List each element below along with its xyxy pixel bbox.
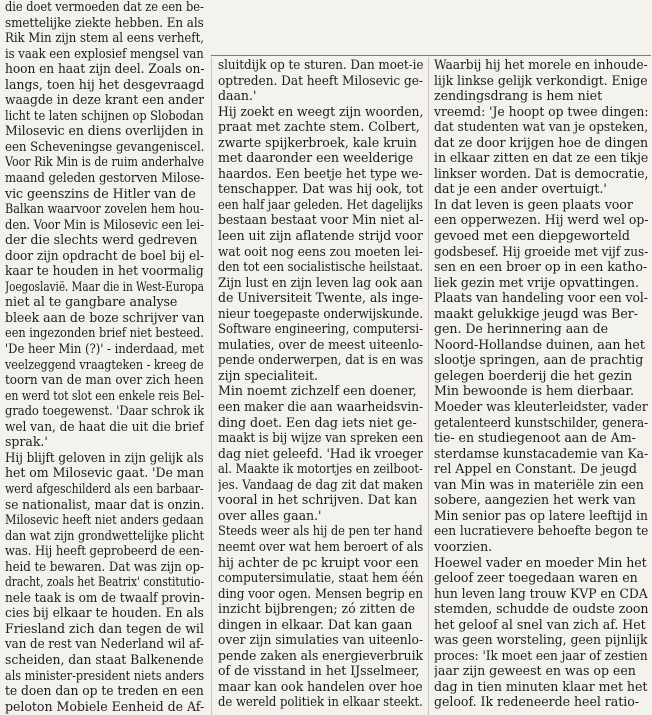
- text-line: der die slechts werd gedreven: [5, 232, 198, 248]
- text-line: In dat leven is geen plaats voor: [434, 196, 633, 212]
- text-line: gevoed met een diepgeworteld: [434, 228, 630, 244]
- text-line: veelzeggend vraagteken - kreeg de: [5, 356, 204, 372]
- text-line: se nationalist, maar dat is onzin.: [5, 496, 204, 512]
- text-line: die doet vermoeden dat ze een be-: [5, 0, 204, 14]
- text-line: Plaats van handeling voor een vol-: [434, 290, 648, 306]
- text-line: gen. De herinnering aan de: [434, 321, 609, 337]
- article-column-1: [5, 0, 204, 715]
- text-line: dag in tien minuten klaar met het: [434, 678, 648, 694]
- text-line: leen uit zijn aflatende strijd voor: [218, 228, 423, 244]
- text-line: den. Voor Min is Milosevic een lei-: [5, 216, 204, 232]
- text-line: rel Appel en Constant. De jeugd: [434, 461, 637, 477]
- text-line: jaar zijn geweest en was op een: [434, 663, 636, 679]
- text-line: Joegoslavië. Maar die in West-Europa: [5, 278, 204, 294]
- text-line: Moeder was kleuterleidster, vader: [434, 399, 648, 415]
- text-line: waagde in deze krant een ander: [5, 92, 204, 108]
- text-line: Noord-Hollandse duinen, aan het: [434, 336, 645, 352]
- text-line: toorn van de man over zich heen: [5, 372, 204, 388]
- text-line: licht te laten schijnen op Slobodan: [5, 107, 204, 123]
- text-line: vreemd: 'Je hoopt op twee dingen:: [434, 103, 648, 119]
- text-line: cies bij elkaar te houden. En als: [5, 605, 204, 621]
- text-line: haardos. Een beetje het type we-: [218, 165, 423, 181]
- text-line: een lucratievere behoefte begon te: [434, 523, 648, 539]
- article-column-2: [218, 57, 423, 715]
- text-line: een ingezonden brief niet besteed.: [5, 325, 204, 341]
- text-line: Zijn lust en zijn leven lag ook aan: [218, 274, 423, 290]
- text-line: door zijn opdracht de boel bij el-: [5, 247, 204, 263]
- text-line: langs, toen hij het desgevraagd: [5, 76, 204, 92]
- text-line: Software engineering, computersi-: [218, 321, 423, 337]
- text-line: Rik Min zijn stem al eens verheft,: [5, 30, 204, 46]
- text-line: dag niet geleefd. 'Had ik vroeger: [218, 445, 423, 461]
- text-line: over zijn simulaties van uiteenlo-: [218, 632, 423, 648]
- text-line: neemt over wat hem beroert of als: [218, 538, 423, 554]
- text-line: is vaak een explosief mengsel van: [5, 45, 204, 61]
- text-line: bestaan bestaat voor Min niet al-: [218, 212, 423, 228]
- text-line: Milosevic heeft niet anders gedaan: [5, 512, 204, 528]
- column-divider: [211, 57, 212, 715]
- text-line: over alles gaan.': [218, 507, 322, 523]
- text-line: een opperwezen. Hij werd wel op-: [434, 212, 648, 228]
- text-line: hij achter de pc kruipt voor een: [218, 554, 419, 570]
- text-line: een half jaar geleden. Het dagelijks: [218, 196, 423, 212]
- text-line: Waarbij hij het morele en inhoude-: [434, 57, 648, 72]
- text-line: peloton Mobiele Eenheid de Af-: [5, 698, 204, 714]
- text-line: Hij zoekt en weegt zijn woorden,: [218, 103, 423, 119]
- text-line: was geen worsteling, geen pijnlijk: [434, 632, 648, 648]
- text-line: godsbesef. Hij groeide met vijf zus-: [434, 243, 648, 259]
- text-line: grado toegewenst. 'Daar schrok ik: [5, 403, 204, 419]
- text-line: daan.': [218, 88, 257, 104]
- text-line: dracht, zoals het Beatrix' constitutio-: [5, 574, 204, 590]
- text-line: maar kan ook handelen over hoe: [218, 678, 423, 694]
- text-line: stemden, schudde de oudste zoon: [434, 601, 648, 617]
- text-line: sluitdijk op te sturen. Dan moet-ie: [218, 57, 423, 72]
- text-line: Balkan waarvoor zovelen hem hou-: [5, 201, 204, 217]
- text-line: tenschapper. Dat was hij ook, tot: [218, 181, 423, 197]
- text-line: zendingsdrang is hem niet: [434, 88, 603, 104]
- text-line: en werd tot slot een enkele reis Bel-: [5, 387, 204, 403]
- text-line: dat ze door krijgen hoe de dingen: [434, 134, 648, 150]
- text-line: met daaronder een weelderige: [218, 150, 414, 166]
- text-line: smettelijke ziekte hebben. En als: [5, 14, 204, 30]
- text-line: te doen dan op te treden en een: [5, 683, 204, 699]
- text-line: Hoewel vader en moeder Min het: [434, 554, 647, 570]
- text-line: vooral in het schrijven. Dat kan: [218, 492, 418, 508]
- text-line: een maker die aan waarheidsvin-: [218, 399, 423, 415]
- text-line: Min bewoonde is hem dierbaar.: [434, 383, 634, 399]
- text-line: wat ooit nog eens zou moeten lei-: [218, 243, 423, 259]
- text-line: het geloof al snel van zich af. Het: [434, 616, 646, 632]
- text-line: ding voor ogen. Mensen begrip en: [218, 585, 423, 601]
- text-line: proces: 'Ik moet een jaar of zestien: [434, 647, 648, 663]
- text-line: was. Hij heeft geprobeerd de een-: [5, 543, 204, 559]
- text-line: al. Maakte ik motortjes en zeilboot-: [218, 461, 423, 477]
- text-line: dingen in elkaar. Dat kan gaan: [218, 616, 413, 632]
- text-line: pende onderwerpen, dat is en was: [218, 352, 423, 368]
- text-line: hun leven lang trouw KVP en CDA: [434, 585, 648, 601]
- text-line: Friesland zich dan tegen de wil: [5, 620, 204, 636]
- column-divider: [428, 57, 429, 715]
- text-line: maakt is bij wijze van spreken een: [218, 430, 423, 446]
- text-line: Voor Rik Min is de ruim anderhalve: [5, 154, 204, 170]
- text-line: scheiden, dan staat Balkenende: [5, 651, 204, 667]
- text-line: computersimulatie, staat hem één: [218, 570, 423, 586]
- text-line: Milosevic en diens overlijden in: [5, 123, 204, 139]
- text-line: Steeds weer als hij de pen ter hand: [218, 523, 423, 539]
- text-line: Min noemt zichzelf een doener,: [218, 383, 417, 399]
- text-line: werd afgeschilderd als een barbaar-: [5, 480, 204, 496]
- text-line: vic geenszins de Hitler van de: [5, 185, 196, 201]
- text-line: als minister-president niets anders: [5, 667, 204, 683]
- text-line: wel van, de haat die uit die brief: [5, 418, 204, 434]
- text-line: niet al te gangbare analyse: [5, 294, 178, 310]
- text-line: sen en een broer op in een katho-: [434, 259, 648, 275]
- text-line: voorzien.: [434, 538, 493, 554]
- text-line: sterdamse kunstacademie van Ka-: [434, 445, 648, 461]
- text-line: 'De heer Min (?)' - inderdaad, met: [5, 341, 204, 357]
- text-line: een Scheveningse gevangeniscel.: [5, 138, 204, 154]
- text-line: dan wat zijn grondwettelijke plicht: [5, 527, 204, 543]
- text-line: het om Milosevic gaat. 'De man: [5, 465, 204, 481]
- text-line: den tot een socialistische heilstaat.: [218, 259, 423, 275]
- text-line: heid te bewaren. Dat was zijn op-: [5, 558, 204, 574]
- text-line: sprak.': [5, 434, 48, 450]
- text-line: zijn specialiteit.: [218, 367, 319, 383]
- text-line: Hij blijft geloven in zijn gelijk als: [5, 449, 204, 465]
- text-line: nele taak is om de twaalf provin-: [5, 589, 204, 605]
- text-line: van Min was in materiële zin een: [434, 476, 644, 492]
- text-line: praat met zachte stem. Colbert,: [218, 119, 420, 135]
- text-line: gelegen boerderij die het gezin: [434, 367, 633, 383]
- text-line: geloof. Ik redeneerde heel ratio-: [434, 694, 639, 710]
- text-line: geloof zeer toegedaan waren en: [434, 570, 638, 586]
- text-line: getalenteerd kunstschilder, genera-: [434, 414, 648, 430]
- text-line: in elkaar zitten en dat ze een tikje: [434, 150, 648, 166]
- text-line: slootje springen, aan de prachtig: [434, 352, 644, 368]
- text-line: van de rest van Nederland wil af-: [5, 636, 204, 652]
- text-line: bleek aan de boze schrijver van: [5, 309, 204, 325]
- text-line: dat je een ander overtuigt.': [434, 181, 607, 197]
- text-line: jes. Vandaag de dag zit dat maken: [218, 476, 423, 492]
- column-top-rule: [211, 55, 651, 56]
- text-line: dat studenten wat van je opsteken,: [434, 119, 648, 135]
- text-line: zwarte spijkerbroek, kale kruin: [218, 134, 417, 150]
- text-line: de wereld politiek in elkaar steekt.: [218, 694, 423, 710]
- text-line: lijk linkse gelijk verkondigt. Enige: [434, 72, 648, 88]
- article-column-3: [434, 57, 648, 715]
- text-line: maakt gelukkige jeugd was Ber-: [434, 305, 638, 321]
- text-line: Min senior pas op latere leeftijd in: [434, 507, 648, 523]
- text-line: nieur toegepaste onderwijskunde.: [218, 305, 423, 321]
- text-line: optreden. Dat heeft Milosevic ge-: [218, 72, 423, 88]
- text-line: kaar te houden in het voormalig: [5, 263, 204, 279]
- text-line: de Universiteit Twente, als inge-: [218, 290, 423, 306]
- text-line: inzicht bijbrengen; zó zitten de: [218, 601, 416, 617]
- text-line: sobere, aangezien het werk van: [434, 492, 636, 508]
- text-line: pende zaken als energieverbruik: [218, 647, 423, 663]
- text-line: mulaties, over de meest uiteenlo-: [218, 336, 423, 352]
- text-line: of de visstand in het IJsselmeer,: [218, 663, 420, 679]
- text-line: linkser worden. Dat is democratie,: [434, 165, 648, 181]
- text-line: liek gezin met vrije opvattingen.: [434, 274, 639, 290]
- text-line: ding doet. Een dag iets niet ge-: [218, 414, 417, 430]
- text-line: tie- en studiegenoot aan de Am-: [434, 430, 636, 446]
- text-line: hoon en haat zijn deel. Zoals on-: [5, 61, 204, 77]
- text-line: maand geleden gestorven Milose-: [5, 170, 204, 186]
